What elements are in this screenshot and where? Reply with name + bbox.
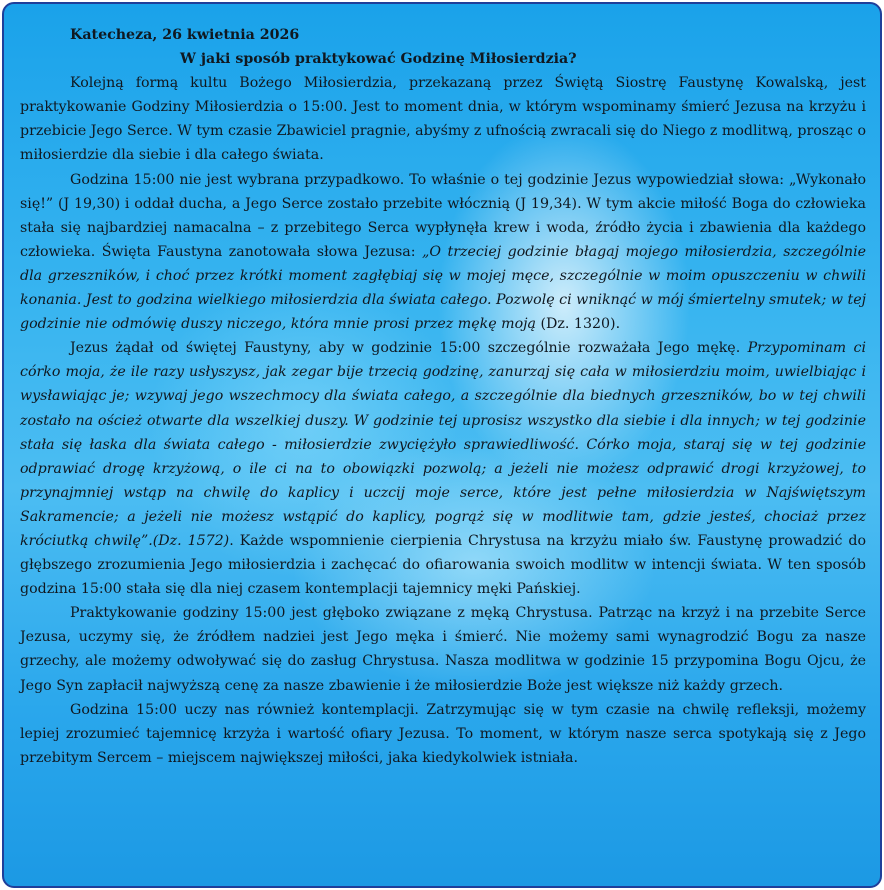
quote-text: Przypominam ci córko moja, że ile razy usłyszysz, jak zegar bije trzecią godzinę, zanurzaj się cała w miłosierdziu moim, uwielbiając i wysławiając je; wzywaj jego wszechmocy dla świata całego, a szczególnie dla biednych grzeszników, bo w tej chwili zostało na oścież otwarte dla wszelkiej duszy. W godzinie tej uprosisz wszystko dla siebie i dla innych; w tej godzinie stała się łaska dla świata całego - miłosierdzie zwyciężyło sprawiedliwość. Córko moja, staraj się w tej godzinie odprawiać drogę krzyżową, o ile ci na to obowiązki pozwolą; a jeżeli nie możesz odprawić drogi krzyżowej, to przynajmniej wstąp na chwilę do kaplicy i uczcij moje serce, które jest pełne miłosierdzia w Najświętszym Sakramencie; a jeżeli nie możesz wstąpić do kaplicy, pogrąż się w modlitwie tam, gdzie jesteś, chociaż przez króciutką chwilę”.(Dz. 1572)	[20, 340, 866, 549]
date-heading: Katecheza, 26 kwietnia 2026	[70, 27, 300, 43]
paragraph-text: Godzina 15:00 uczy nas również kontemplacji. Zatrzymując się w tym czasie na chwilę refleksji, możemy lepiej zrozumieć tajemnicę krzyża i wartość ofiary Jezusa. To moment, w którym nasze serca spotykają się z Jego przebitym Sercem – miejscem największej miłości, jaka kiedykolwiek istniała.	[20, 701, 866, 766]
paragraph-5	[20, 698, 866, 770]
document-body	[20, 23, 866, 770]
article-title: W jaki sposób praktykować Godzinę Miłosierdzia?	[180, 51, 577, 68]
paragraph-1	[20, 71, 866, 167]
citation-text: (Dz. 1320).	[536, 316, 621, 333]
paragraph-3	[20, 336, 866, 601]
paragraph-2	[20, 168, 866, 337]
quote-text: „O trzeciej godzinie błagaj mojego miłosierdzia, szczególnie dla grzeszników, i choć przez krótki moment zagłębiaj się w mojej męce, szczególnie w moim opuszczeniu w chwili konania. Jest to godzina wielkiego miłosierdzia dla świata całego. Pozwolę ci wniknąć w mój śmiertelny smutek; w tej godzinie nie odmówię duszy niczego, która mnie prosi przez mękę moją	[20, 243, 866, 333]
paragraph-text: Godzina 15:00 nie jest wybrana przypadkowo. To właśnie o tej godzinie Jezus wypowiedział słowa: „Wykonało się!” (J 19,30) i oddał ducha, a Jego Serce zostało przebite włócznią (J 19,34). W tym akcie miłość Boga do człowieka stała się najbardziej namacalna – z przebitego Serca wypłynęła krew i woda, źródło życia i zbawienia dla każdego człowieka. Święta Faustyna zanotowała słowa Jezusa:	[20, 171, 866, 260]
document-frame	[2, 2, 882, 888]
paragraph-text: Kolejną formą kultu Bożego Miłosierdzia, przekazaną przez Świętą Siostrę Faustynę Kowalską, jest praktykowanie Godziny Miłosierdzia o 15:00. Jest to moment dnia, w którym wspominamy śmierć Jezusa na krzyżu i przebicie Jego Serce. W tym czasie Zbawiciel pragnie, abyśmy z ufnością zwracali się do Niego z modlitwą, prosząc o miłosierdzie dla siebie i dla całego świata.	[20, 75, 866, 164]
paragraph-4	[20, 601, 866, 697]
paragraph-text: . Każde wspomnienie cierpienia Chrystusa na krzyżu miało św. Faustynę prowadzić do głębszego zrozumienia Jego miłosierdzia i zachęcać do ofiarowania swoich modlitw w intencji świata. W ten sposób godzina 15:00 stała się dla niej czasem kontemplacji tajemnicy męki Pańskiej.	[20, 532, 866, 598]
paragraph-text: Jezus żądał od świętej Faustyny, aby w godzinie 15:00 szczególnie rozważała Jego mękę.	[70, 340, 748, 357]
paragraph-text: Praktykowanie godziny 15:00 jest głęboko związane z męką Chrystusa. Patrząc na krzyż i na przebite Serce Jezusa, uczymy się, że źródłem nadziei jest Jego męka i śmierć. Nie możemy sami wynagrodzić Bogu za nasze grzechy, ale możemy odwoływać się do zasług Chrystusa. Nasza modlitwa w godzinie 15 przypomina Bogu Ojcu, że Jego Syn zapłacił najwyższą cenę za nasze zbawienie i że miłosierdzie Boże jest większe niż każdy grzech.	[20, 605, 866, 694]
